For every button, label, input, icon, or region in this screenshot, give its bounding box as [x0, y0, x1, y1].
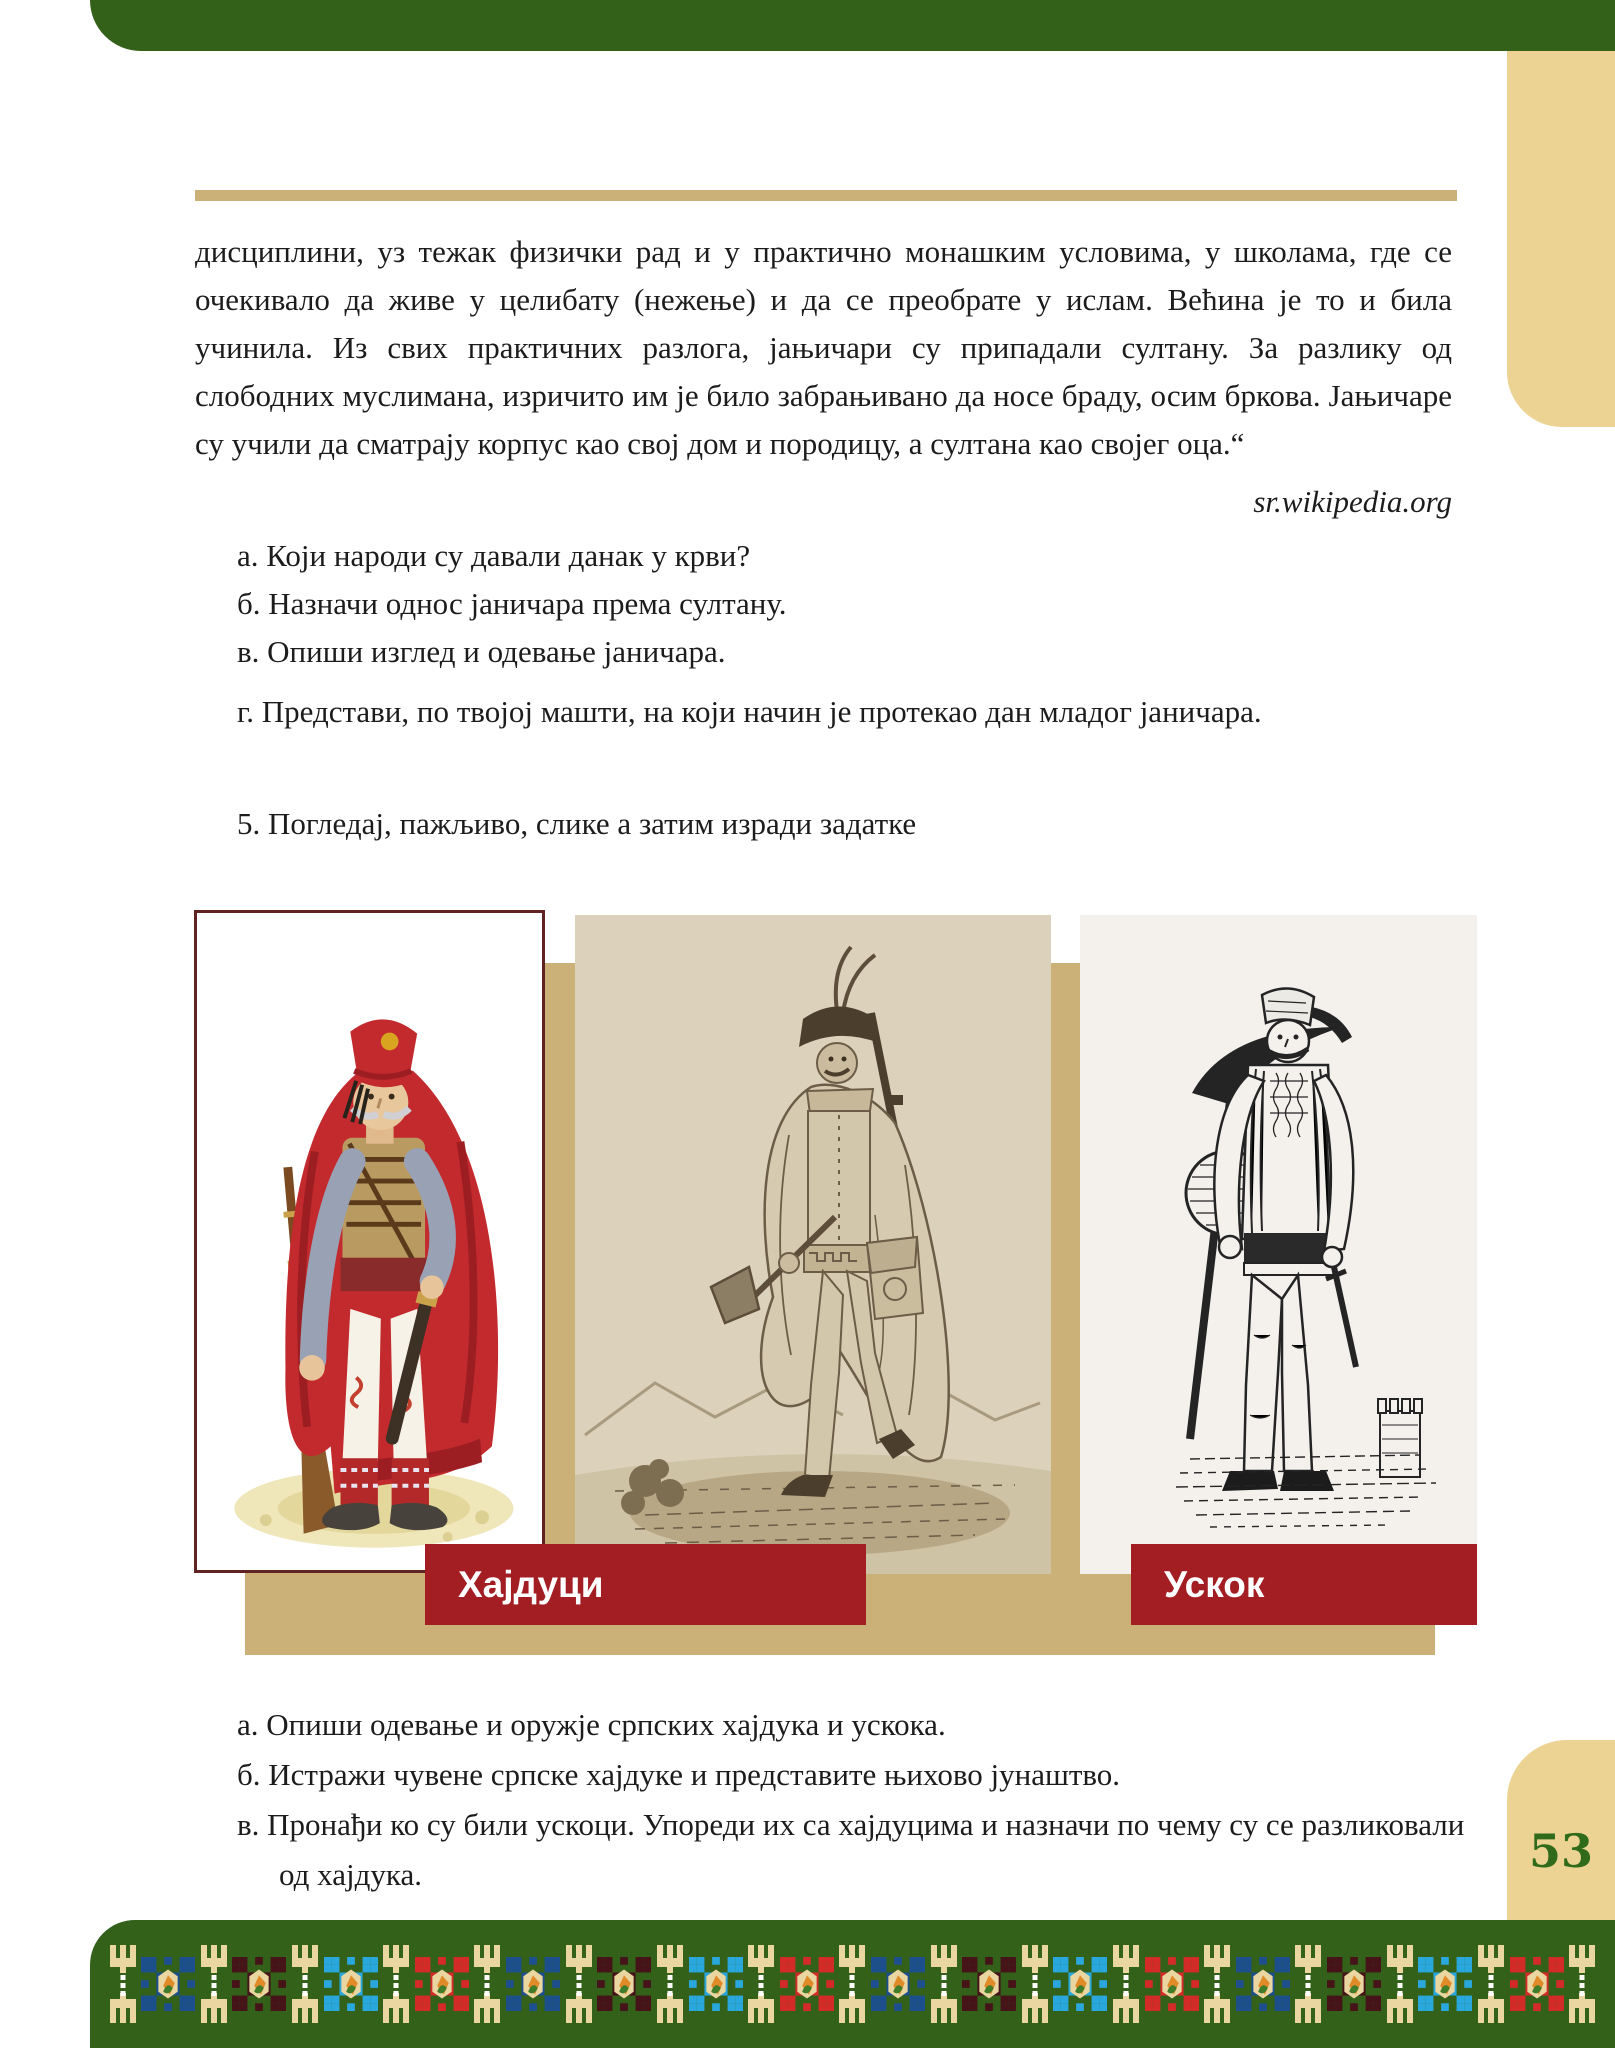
questions-hajduci: [237, 1700, 1489, 1900]
folk-trident-icon: [474, 1945, 500, 2023]
questions-janissaries: [237, 532, 1497, 736]
uskok-engraving: [1080, 915, 1477, 1574]
question-text: Опиши изглед и одевање јаничара.: [267, 634, 726, 669]
footer-ornament-bar: [90, 1920, 1615, 2048]
folk-star-icon: [1145, 1957, 1199, 2011]
folk-star-icon: [1510, 1957, 1564, 2011]
folk-trident-icon: [1295, 1945, 1321, 2023]
folk-star-icon: [1418, 1957, 1472, 2011]
question-item: [237, 1800, 1489, 1900]
footer-ornament: [104, 1945, 1601, 2023]
question-text: Пронађи ко су били ускоци. Упореди их са хајдуцима и назначи по чему су се разликовали од хајдука.: [267, 1807, 1465, 1892]
question-label: а.: [237, 1707, 259, 1742]
folk-star-icon: [1327, 1957, 1381, 2011]
top-right-tan-tab: [1507, 51, 1615, 427]
question-text: Назначи однос јаничара према султану.: [268, 586, 787, 621]
question-text: Представи, по твојој машти, на који начин је протекао дан младог јаничара.: [261, 694, 1262, 729]
page-number-tab: [1507, 1740, 1615, 1920]
folk-star-icon: [780, 1957, 834, 2011]
question-item: [237, 532, 1497, 580]
folk-star-icon: [1053, 1957, 1107, 2011]
folk-star-icon: [962, 1957, 1016, 2011]
figure-caption-uskok: [1131, 1544, 1477, 1625]
question-item: [237, 628, 1497, 676]
folk-star-icon: [506, 1957, 560, 2011]
figure-hajduk-color-illustration: [194, 910, 545, 1573]
task-text: Погледај, пажљиво, слике а затим изради задатке: [268, 806, 917, 841]
folk-star-icon: [597, 1957, 651, 2011]
body-paragraph: дисциплини, уз тежак физички рад и у практично монашким условима, у школама, где се очекивало да живе у целибату (нежење) и да се преобрате у ислам. Већина је то и била учинила. Из свих практичних разлога, јањичари су припадали султану. За разлику од слободних муслимана, изричито им је било забрањивано да носе браду, осим бркова. Јањичаре су учили да сматрају корпус као свој дом и породицу, а султана као својег оца.“: [195, 234, 1452, 461]
folk-star-icon: [324, 1957, 378, 2011]
figure-caption-hajduci: [425, 1544, 866, 1625]
folk-star-icon: [689, 1957, 743, 2011]
folk-trident-icon: [1478, 1945, 1504, 2023]
task-number: 5.: [237, 806, 261, 841]
question-label: в.: [237, 1807, 260, 1842]
question-label: б.: [237, 1757, 261, 1792]
question-item: [237, 688, 1497, 736]
folk-trident-icon: [657, 1945, 683, 2023]
folk-trident-icon: [110, 1945, 136, 2023]
top-green-bar: [90, 0, 1615, 51]
folk-trident-icon: [1387, 1945, 1413, 2023]
folk-trident-icon: [748, 1945, 774, 2023]
folk-trident-icon: [1204, 1945, 1230, 2023]
source-attribution: sr.wikipedia.org: [1253, 484, 1452, 519]
question-label: г.: [237, 694, 254, 729]
folk-trident-icon: [1022, 1945, 1048, 2023]
question-text: Опиши одевање и оружје српских хајдука и ускока.: [266, 1707, 946, 1742]
question-text: Истражи чувене српске хајдуке и представите њихово јунаштво.: [268, 1757, 1121, 1792]
question-text: Који народи су давали данак у крви?: [266, 538, 751, 573]
task-5-heading: [237, 806, 1497, 842]
folk-star-icon: [1236, 1957, 1290, 2011]
hajduk-engraving: [575, 915, 1051, 1574]
question-item: [237, 1750, 1489, 1800]
question-label: а.: [237, 538, 259, 573]
folk-trident-icon: [201, 1945, 227, 2023]
folk-trident-icon: [292, 1945, 318, 2023]
folk-trident-icon: [566, 1945, 592, 2023]
figure-caption-text: Ускок: [1164, 1563, 1265, 1605]
question-item: [237, 1700, 1489, 1750]
section-separator-line: [195, 190, 1457, 201]
question-item: [237, 580, 1497, 628]
folk-star-icon: [141, 1957, 195, 2011]
folk-star-icon: [415, 1957, 469, 2011]
question-label: б.: [237, 586, 261, 621]
question-label: в.: [237, 634, 260, 669]
figure-caption-text: Хајдуци: [458, 1563, 604, 1605]
figure-hajduk-engraving: [575, 915, 1051, 1574]
folk-trident-icon: [839, 1945, 865, 2023]
folk-star-icon: [232, 1957, 286, 2011]
folk-star-icon: [871, 1957, 925, 2011]
folk-trident-icon: [1113, 1945, 1139, 2023]
hajduk-illustration: [197, 913, 542, 1570]
folk-trident-icon: [931, 1945, 957, 2023]
folk-trident-icon: [383, 1945, 409, 2023]
figure-uskok-engraving: [1080, 915, 1477, 1574]
page-number: 53: [1528, 1824, 1593, 1878]
folk-trident-icon: [1569, 1945, 1595, 2023]
